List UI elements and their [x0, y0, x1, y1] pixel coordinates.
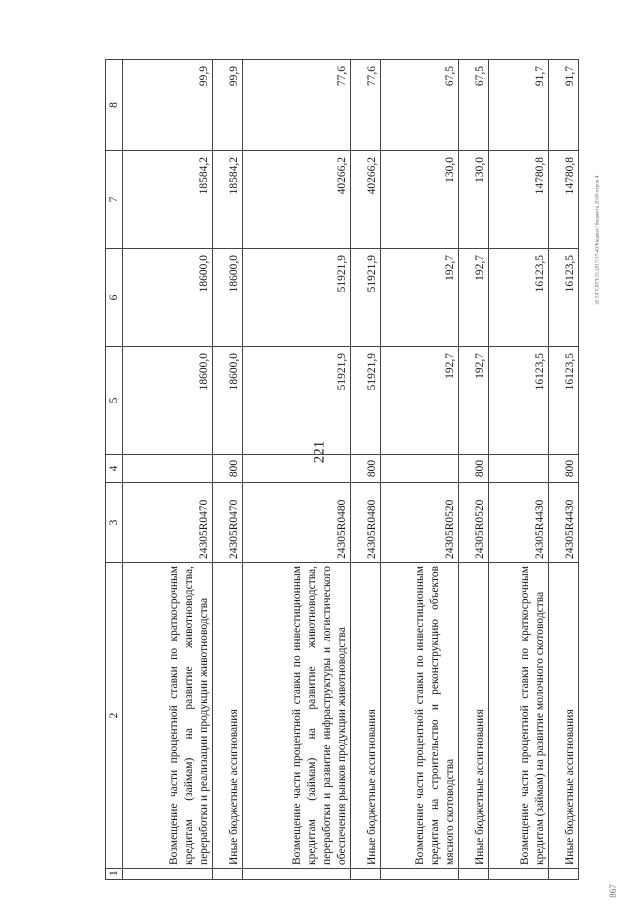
expense-type-cell: 800	[351, 455, 381, 483]
target-code-cell: 24305R0520	[459, 483, 489, 563]
execution-percent-cell: 77,6	[351, 60, 381, 151]
expense-name-cell: Возмещение части процентной ставки по краткосрочным кредитам (займам) на развитие молочного скотоводства	[489, 563, 549, 869]
column-header-7: 7	[106, 151, 123, 249]
execution-percent-cell: 77,6	[243, 60, 351, 151]
budget-table-rotated	[105, 60, 576, 880]
table-body	[123, 60, 579, 880]
table-row	[381, 60, 459, 880]
expense-type-cell: 800	[213, 455, 243, 483]
approved-amount-cell: 16123,5	[489, 347, 549, 455]
row-index-cell	[489, 869, 549, 880]
planned-amount-cell: 192,7	[381, 249, 459, 347]
execution-percent-cell: 91,7	[549, 60, 579, 151]
planned-amount-cell: 16123,5	[489, 249, 549, 347]
planned-amount-cell: 51921,9	[351, 249, 381, 347]
execution-percent-cell: 99,9	[123, 60, 213, 151]
planned-amount-cell: 16123,5	[549, 249, 579, 347]
expense-name-cell: Возмещение части процентной ставки по инвестиционным кредитам (займам) на развитие животноводства, переработки и развитие инфраструктуры и логистического обеспечения рынков продукции животноводства	[243, 563, 351, 869]
table-header	[106, 60, 123, 880]
row-index-cell	[459, 869, 489, 880]
target-code-cell: 24305R0480	[243, 483, 351, 563]
target-code-cell: 24305R0470	[213, 483, 243, 563]
target-code-cell: 24305R0520	[381, 483, 459, 563]
table-row	[213, 60, 243, 880]
expense-name-cell: Иные бюджетные ассигнования	[213, 563, 243, 869]
execution-percent-cell: 91,7	[489, 60, 549, 151]
executed-amount-cell: 130,0	[381, 151, 459, 249]
planned-amount-cell: 18600,0	[213, 249, 243, 347]
expense-name-cell: Возмещение части процентной ставки по краткосрочным кредитам (займам) на развитие животноводства, переработки и реализации продукции животноводства	[123, 563, 213, 869]
approved-amount-cell: 192,7	[381, 347, 459, 455]
column-header-1: 1	[106, 869, 123, 880]
executed-amount-cell: 40266,2	[351, 151, 381, 249]
column-header-8: 8	[106, 60, 123, 151]
row-index-cell	[243, 869, 351, 880]
row-index-cell	[123, 869, 213, 880]
row-index-cell	[213, 869, 243, 880]
executed-amount-cell: 130,0	[459, 151, 489, 249]
table-row	[489, 60, 549, 880]
executed-amount-cell: 14780,8	[549, 151, 579, 249]
table-row	[459, 60, 489, 880]
row-index-cell	[351, 869, 381, 880]
target-code-cell: 24305R4430	[489, 483, 549, 563]
approved-amount-cell: 51921,9	[243, 347, 351, 455]
expense-name-cell: Иные бюджетные ассигнования	[459, 563, 489, 869]
column-header-2: 2	[106, 563, 123, 869]
approved-amount-cell: 192,7	[459, 347, 489, 455]
executed-amount-cell: 14780,8	[489, 151, 549, 249]
table-row	[351, 60, 381, 880]
target-code-cell: 24305R0480	[351, 483, 381, 563]
expense-type-cell: 800	[549, 455, 579, 483]
executed-amount-cell: 40266,2	[243, 151, 351, 249]
expense-name-cell: Иные бюджетные ассигнования	[549, 563, 579, 869]
table-row	[123, 60, 213, 880]
row-index-cell	[381, 869, 459, 880]
approved-amount-cell: 18600,0	[213, 347, 243, 455]
page-number: 221	[311, 440, 328, 464]
expense-type-cell	[489, 455, 549, 483]
table-row	[549, 60, 579, 880]
planned-amount-cell: 192,7	[459, 249, 489, 347]
planned-amount-cell: 18600,0	[123, 249, 213, 347]
target-code-cell: 24305R0470	[123, 483, 213, 563]
planned-amount-cell: 51921,9	[243, 249, 351, 347]
expense-name-cell: Иные бюджетные ассигнования	[351, 563, 381, 869]
executed-amount-cell: 18584,2	[123, 151, 213, 249]
expense-type-cell	[243, 455, 351, 483]
row-index-cell	[549, 869, 579, 880]
column-header-4: 4	[106, 455, 123, 483]
budget-table	[105, 59, 579, 880]
execution-percent-cell: 67,5	[459, 60, 489, 151]
table-row	[243, 60, 351, 880]
executed-amount-cell: 18584,2	[213, 151, 243, 249]
expense-type-cell	[123, 455, 213, 483]
approved-amount-cell: 16123,5	[549, 347, 579, 455]
approved-amount-cell: 18600,0	[123, 347, 213, 455]
expense-type-cell: 800	[459, 455, 489, 483]
execution-percent-cell: 67,5	[381, 60, 459, 151]
footer-file-path: 20.5/ГСАТЗ/15.2017/17-43/Бюджет/ бюджета 2018-отрон 4	[595, 175, 601, 305]
corner-page-mark: 867	[607, 884, 618, 898]
header-row	[106, 60, 123, 880]
expense-type-cell	[381, 455, 459, 483]
expense-name-cell: Возмещение части процентной ставки по инвестиционным кредитам на строительство и реконструкцию объектов мясного скотоводства	[381, 563, 459, 869]
execution-percent-cell: 99,9	[213, 60, 243, 151]
column-header-6: 6	[106, 249, 123, 347]
approved-amount-cell: 51921,9	[351, 347, 381, 455]
target-code-cell: 24305R4430	[549, 483, 579, 563]
column-header-3: 3	[106, 483, 123, 563]
budget-table-container	[105, 60, 576, 880]
column-header-5: 5	[106, 347, 123, 455]
